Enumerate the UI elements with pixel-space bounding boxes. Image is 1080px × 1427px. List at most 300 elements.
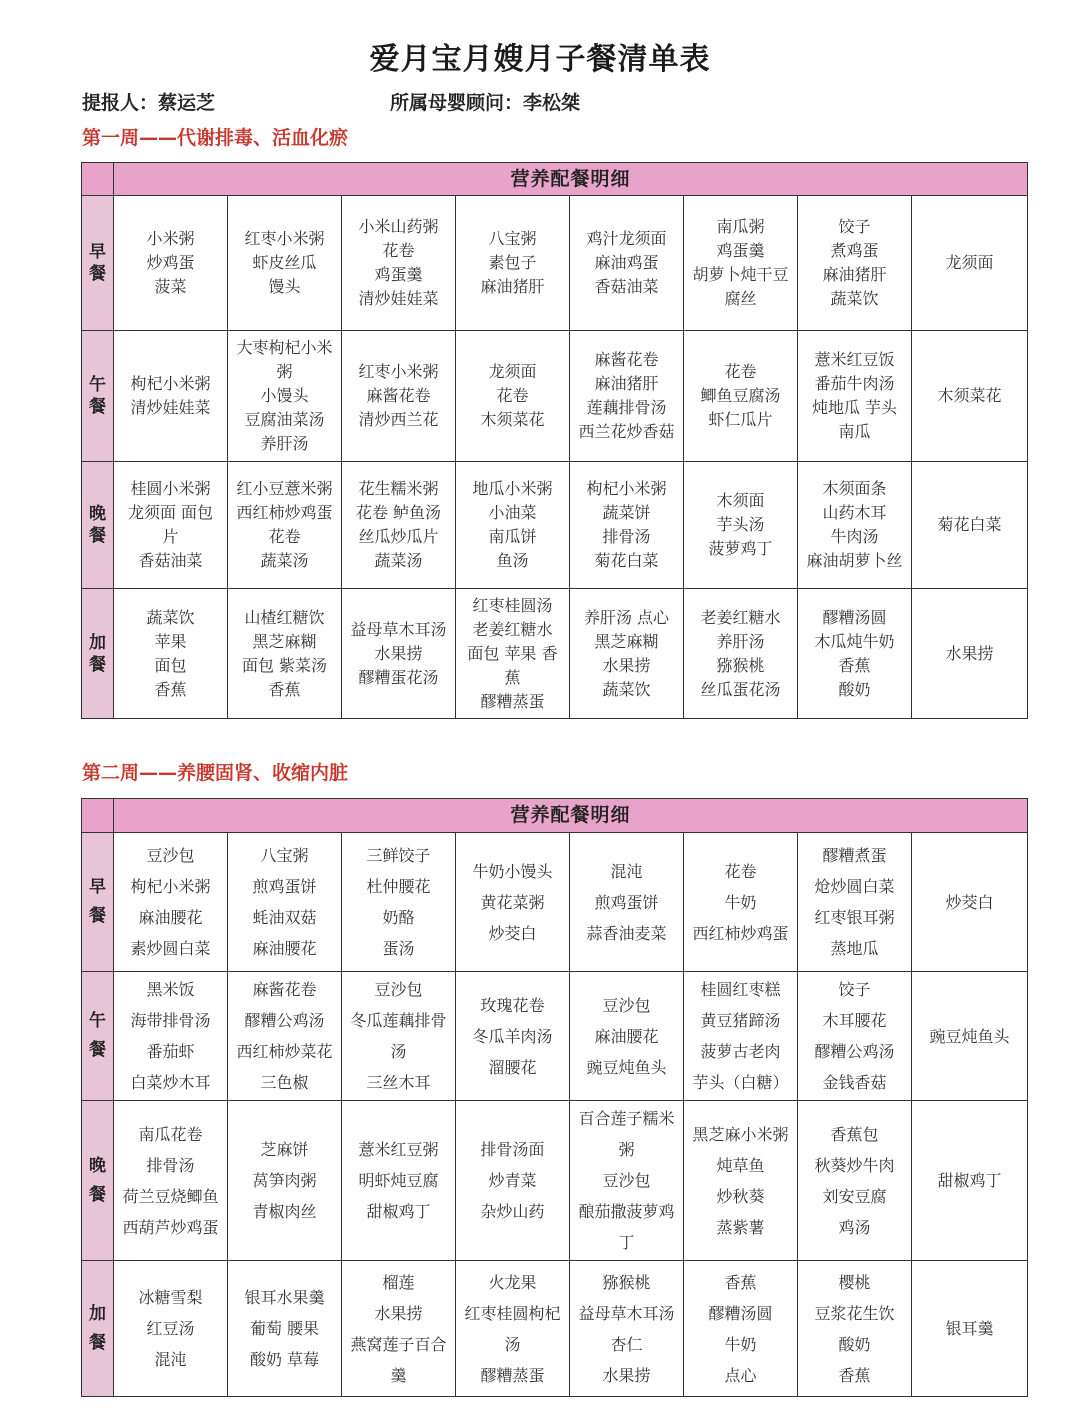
dish-item: 饺子	[838, 217, 871, 236]
dish-item: 鸡汤	[838, 1217, 871, 1237]
menu-cell	[456, 589, 570, 719]
dish-item: 香蕉	[838, 655, 871, 675]
menu-cell	[342, 1261, 456, 1397]
dish-item: 水果捞	[602, 1365, 651, 1385]
dish-item: 莴笋肉粥	[252, 1171, 317, 1190]
meal-label-snack	[82, 1261, 114, 1397]
menu-cell	[912, 1101, 1028, 1261]
dish-item: 醪糟蛋花汤	[358, 667, 439, 687]
menu-cell	[228, 972, 342, 1101]
table-header-row	[82, 163, 1028, 196]
dish-item: 龙须面	[945, 253, 994, 272]
dish-item: 木瓜炖牛奶	[814, 631, 895, 651]
consultant: 所属母婴顾问：李松桀	[390, 92, 581, 114]
dish-item: 水果捞	[602, 655, 651, 675]
dish-item: 酿茄撒菠萝鸡	[578, 1202, 675, 1221]
dish-item: 鸡蛋羹	[374, 265, 423, 284]
dish-item: 葡萄 腰果	[249, 1319, 320, 1338]
dish-item: 点心	[724, 1365, 757, 1385]
meal-label-char: 餐	[89, 1184, 106, 1205]
menu-cell	[570, 1101, 684, 1261]
menu-cell	[684, 1261, 798, 1397]
dish-item: 蛋汤	[382, 939, 415, 958]
meal-label-char: 早	[89, 877, 106, 897]
dish-item: 西红柿炒鸡蛋	[236, 503, 333, 522]
dish-item: 醪糟汤圆	[708, 1303, 773, 1323]
dish-item: 奶酪	[382, 908, 415, 927]
dish-item: 红枣银耳粥	[814, 908, 895, 927]
menu-cell	[684, 331, 798, 462]
dish-item: 麻油胡萝卜丝	[806, 551, 903, 570]
dish-item: 麻酱花卷	[366, 386, 431, 405]
dish-item: 麻油腰花	[138, 908, 203, 927]
menu-cell	[570, 972, 684, 1101]
menu-cell	[912, 972, 1028, 1101]
dish-item: 虾皮丝瓜	[252, 253, 317, 272]
menu-cell	[912, 1261, 1028, 1397]
menu-cell	[570, 196, 684, 331]
dish-item: 醪糟蒸蛋	[480, 1365, 545, 1385]
dish-item: 菠萝古老肉	[700, 1042, 781, 1061]
meal-label-char: 餐	[89, 264, 106, 284]
dish-item: 汤	[504, 1334, 521, 1354]
dish-item: 素炒圆白菜	[130, 939, 211, 958]
meal-row-lunch	[82, 972, 1028, 1101]
dish-item: 混沌	[154, 1350, 187, 1369]
dish-item: 益母草木耳汤	[350, 619, 447, 639]
dish-item: 冬瓜羊肉汤	[472, 1026, 553, 1046]
dish-item: 麻酱花卷	[252, 980, 317, 999]
dish-item: 薏米红豆粥	[358, 1140, 439, 1159]
dish-item: 菠萝鸡丁	[708, 539, 773, 558]
dish-item: 炒茭白	[488, 923, 537, 943]
dish-item: 南瓜花卷	[138, 1124, 203, 1144]
menu-cell	[570, 1261, 684, 1397]
menu-cell	[684, 1101, 798, 1261]
menu-cell	[912, 331, 1028, 462]
dish-item: 醪糟公鸡汤	[814, 1042, 895, 1061]
menu-cell	[456, 972, 570, 1101]
dish-item: 樱桃	[838, 1272, 871, 1292]
meal-label-char: 晚	[89, 504, 106, 524]
dish-item: 西红柿炒鸡蛋	[692, 923, 789, 943]
dish-item: 胡萝卜炖干豆	[692, 265, 789, 284]
dish-item: 煎鸡蛋饼	[594, 892, 659, 912]
dish-item: 香菇油菜	[138, 551, 203, 570]
dish-item: 红枣小米粥	[244, 229, 325, 248]
menu-cell	[456, 196, 570, 331]
dish-item: 香蕉	[268, 679, 301, 699]
meal-label-char: 餐	[89, 1332, 106, 1353]
menu-cell	[456, 331, 570, 462]
dish-item: 黑米饭	[146, 980, 195, 999]
dish-item: 麻油腰花	[252, 939, 317, 958]
menu-cell	[912, 589, 1028, 719]
week-1-heading: 第一周——代谢排毒、活血化瘀	[82, 127, 349, 149]
dish-item: 牛肉汤	[830, 527, 879, 546]
meal-label-char: 午	[89, 375, 106, 395]
dish-item: 面包	[154, 655, 187, 675]
dish-item: 炒鸡蛋	[146, 253, 195, 272]
dish-item: 丁	[618, 1233, 635, 1252]
menu-cell	[228, 1101, 342, 1261]
meal-row-lunch	[82, 331, 1028, 462]
dish-item: 鸡蛋羹	[716, 241, 765, 260]
menu-cell	[228, 331, 342, 462]
dish-item: 鱼汤	[496, 551, 529, 570]
dish-item: 西红柿炒菜花	[236, 1042, 333, 1061]
week-2-menu-table	[81, 798, 1028, 1397]
header-corner	[82, 163, 114, 196]
dish-item: 清炒娃娃菜	[358, 289, 439, 308]
page-title: 爱月宝月嫂月子餐清单表	[369, 42, 711, 77]
meal-label-char: 餐	[89, 906, 106, 926]
menu-cell	[912, 462, 1028, 589]
dish-item: 小米粥	[146, 229, 195, 248]
dish-item: 黑芝麻糊	[252, 631, 317, 651]
dish-item: 煎鸡蛋饼	[252, 877, 317, 896]
dish-item: 牛奶小馒头	[472, 861, 553, 881]
dish-item: 炝炒圆白菜	[814, 877, 895, 896]
meal-label-snack	[82, 589, 114, 719]
menu-cell	[228, 589, 342, 719]
meal-label-char: 餐	[89, 1040, 106, 1060]
dish-item: 银耳水果羹	[244, 1288, 325, 1307]
dish-item: 蚝油双菇	[252, 908, 317, 927]
table-header-row	[82, 799, 1028, 833]
dish-item: 蔬菜饮	[830, 289, 879, 308]
menu-cell	[342, 462, 456, 589]
dish-item: 醪糟汤圆	[822, 607, 887, 627]
dish-item: 炒秋葵	[716, 1186, 765, 1206]
dish-item: 醪糟煮蛋	[822, 846, 887, 865]
menu-cell	[114, 462, 228, 589]
menu-cell	[570, 462, 684, 589]
dish-item: 木须菜花	[937, 386, 1002, 405]
dish-item: 荷兰豆烧鲫鱼	[122, 1186, 219, 1206]
menu-cell	[684, 833, 798, 972]
dish-item: 豆沙包	[602, 1171, 651, 1190]
dish-item: 龙须面	[488, 362, 537, 381]
dish-item: 豌豆炖鱼头	[929, 1026, 1010, 1046]
dish-item: 粥	[618, 1140, 635, 1159]
menu-cell	[342, 1101, 456, 1261]
menu-cell	[684, 589, 798, 719]
dish-item: 面包 紫菜汤	[241, 655, 328, 675]
dish-item: 花卷	[724, 861, 757, 881]
dish-item: 养肝汤 点心	[583, 607, 670, 627]
dish-item: 虾仁瓜片	[708, 410, 773, 429]
menu-cell	[570, 589, 684, 719]
meal-label-breakfast	[82, 833, 114, 972]
dish-item: 蔬菜饮	[602, 679, 651, 699]
meal-label-char: 餐	[89, 654, 106, 675]
meal-row-breakfast	[82, 196, 1028, 331]
dish-item: 蒜香油麦菜	[586, 923, 667, 943]
dish-item: 山楂红糖饮	[244, 607, 325, 627]
dish-item: 排骨汤面	[480, 1140, 545, 1159]
dish-item: 豆浆花生饮	[814, 1303, 895, 1323]
menu-cell	[228, 462, 342, 589]
week-2-heading: 第二周——养腰固肾、收缩内脏	[82, 762, 349, 784]
dish-item: 三色椒	[260, 1073, 309, 1092]
dish-item: 清炒娃娃菜	[130, 398, 211, 417]
dish-item: 炒青菜	[488, 1171, 537, 1190]
dish-item: 菊花白菜	[937, 515, 1002, 534]
menu-cell	[798, 462, 912, 589]
dish-item: 西兰花炒香菇	[578, 422, 675, 441]
dish-item: 豌豆炖鱼头	[586, 1057, 667, 1077]
dish-item: 混沌	[610, 861, 643, 881]
dish-item: 花卷	[496, 386, 529, 405]
dish-item: 蕉	[504, 667, 521, 687]
dish-item: 花卷	[382, 241, 415, 260]
dish-item: 炖地瓜 芋头	[811, 398, 898, 417]
dish-item: 木须菜花	[480, 410, 545, 429]
dish-item: 金钱香菇	[822, 1073, 887, 1092]
dish-item: 老姜红糖水	[472, 619, 553, 639]
dish-item: 腐丝	[724, 289, 757, 308]
dish-item: 水果捞	[374, 1303, 423, 1323]
menu-cell	[798, 972, 912, 1101]
dish-item: 羹	[390, 1365, 407, 1385]
dish-item: 蒸紫薯	[716, 1217, 765, 1237]
dish-item: 燕窝莲子百合	[350, 1334, 447, 1354]
dish-item: 豆腐油菜汤	[244, 410, 325, 429]
meal-label-breakfast	[82, 196, 114, 331]
header-corner	[82, 799, 114, 833]
dish-item: 蔬菜饼	[602, 503, 651, 522]
dish-item: 木须面	[716, 491, 765, 510]
dish-item: 香蕉	[154, 679, 187, 699]
dish-item: 杏仁	[610, 1334, 643, 1354]
menu-cell	[456, 462, 570, 589]
dish-item: 牛奶	[724, 1334, 757, 1354]
dish-item: 素包子	[488, 253, 537, 272]
meal-label-char: 早	[89, 242, 106, 262]
dish-item: 香蕉	[724, 1272, 757, 1292]
menu-cell	[912, 196, 1028, 331]
dish-item: 粥	[276, 362, 293, 381]
menu-cell	[456, 833, 570, 972]
menu-cell	[114, 196, 228, 331]
dish-item: 花卷 鲈鱼汤	[355, 503, 442, 522]
dish-item: 西葫芦炒鸡蛋	[122, 1217, 219, 1237]
dish-item: 苹果	[154, 631, 187, 651]
dish-item: 煮鸡蛋	[830, 241, 879, 260]
dish-item: 枸杞小米粥	[130, 374, 211, 393]
dish-item: 片	[162, 527, 179, 546]
menu-cell	[798, 833, 912, 972]
menu-cell	[114, 331, 228, 462]
menu-cell	[570, 833, 684, 972]
dish-item: 红枣桂圆汤	[472, 595, 553, 615]
dish-item: 香菇油菜	[594, 277, 659, 296]
dish-item: 冬瓜莲藕排骨	[350, 1011, 447, 1030]
dish-item: 酸奶	[838, 679, 871, 699]
dish-item: 面包 苹果 香	[467, 643, 558, 663]
meal-label-char: 餐	[89, 397, 106, 417]
dish-item: 饺子	[838, 980, 871, 999]
dish-item: 麻油腰花	[594, 1026, 659, 1046]
meal-label-lunch	[82, 331, 114, 462]
dish-item: 桂圆红枣糕	[700, 980, 781, 999]
table-header: 营养配餐明细	[114, 799, 1028, 833]
dish-item: 酸奶 草莓	[249, 1350, 320, 1369]
dish-item: 山药木耳	[822, 503, 887, 522]
menu-cell	[228, 1261, 342, 1397]
dish-item: 南瓜	[838, 422, 871, 441]
dish-item: 蒸地瓜	[830, 939, 879, 958]
dish-item: 冰糖雪梨	[138, 1288, 203, 1307]
dish-item: 花卷	[724, 362, 757, 381]
dish-item: 莲藕排骨汤	[586, 398, 667, 417]
dish-item: 蔬菜饮	[146, 607, 195, 627]
dish-item: 红枣小米粥	[358, 362, 439, 381]
menu-cell	[456, 1261, 570, 1397]
dish-item: 麻酱花卷	[594, 350, 659, 369]
dish-item: 海带排骨汤	[130, 1011, 211, 1030]
dish-item: 杂炒山药	[480, 1202, 545, 1221]
dish-item: 清炒西兰花	[358, 410, 439, 429]
dish-item: 地瓜小米粥	[472, 479, 553, 498]
table-header: 营养配餐明细	[114, 163, 1028, 196]
menu-cell	[798, 589, 912, 719]
dish-item: 香蕉包	[830, 1124, 879, 1144]
dish-item: 木耳腰花	[822, 1011, 887, 1030]
dish-item: 木须面条	[822, 479, 887, 498]
menu-cell	[570, 331, 684, 462]
menu-cell	[228, 196, 342, 331]
dish-item: 南瓜饼	[488, 527, 537, 546]
dish-item: 芋头（白糖）	[692, 1073, 789, 1092]
dish-item: 麻油猪肝	[822, 265, 887, 284]
menu-cell	[114, 833, 228, 972]
dish-item: 番茄牛肉汤	[814, 374, 895, 393]
dish-item: 桂圆小米粥	[130, 479, 211, 498]
menu-cell	[114, 589, 228, 719]
dish-item: 养肝汤	[716, 631, 765, 651]
dish-item: 三丝木耳	[366, 1073, 431, 1092]
dish-item: 猕猴桃	[602, 1272, 651, 1292]
dish-item: 红小豆薏米粥	[236, 479, 333, 498]
menu-cell	[798, 1261, 912, 1397]
dish-item: 水果捞	[945, 643, 994, 663]
week-1-menu-table	[81, 162, 1028, 719]
dish-item: 小米山药粥	[358, 217, 439, 236]
dish-item: 南瓜粥	[716, 217, 765, 236]
dish-item: 百合莲子糯米	[578, 1109, 675, 1128]
dish-item: 豆沙包	[146, 846, 195, 865]
menu-cell	[798, 1101, 912, 1261]
dish-item: 蔬菜汤	[374, 551, 423, 570]
dish-item: 菠菜	[154, 277, 187, 296]
meal-label-char: 晚	[89, 1155, 106, 1176]
menu-cell	[912, 833, 1028, 972]
dish-item: 银耳羹	[945, 1319, 994, 1338]
dish-item: 汤	[390, 1042, 407, 1061]
meal-label-lunch	[82, 972, 114, 1101]
dish-item: 小油菜	[488, 503, 537, 522]
menu-cell	[342, 331, 456, 462]
dish-item: 鲫鱼豆腐汤	[700, 386, 781, 405]
dish-item: 麻油猪肝	[594, 374, 659, 393]
dish-item: 龙须面 面包	[127, 503, 214, 522]
dish-item: 芝麻饼	[260, 1140, 309, 1159]
dish-item: 醪糟蒸蛋	[480, 691, 545, 711]
dish-item: 枸杞小米粥	[130, 877, 211, 896]
meal-row-dinner	[82, 1101, 1028, 1261]
menu-cell	[798, 331, 912, 462]
dish-item: 黄豆猪蹄汤	[700, 1011, 781, 1030]
dish-item: 大枣枸杞小米	[236, 338, 333, 357]
meal-label-char: 餐	[89, 526, 106, 546]
menu-cell	[684, 462, 798, 589]
dish-item: 麻油鸡蛋	[594, 253, 659, 272]
dish-item: 番茄虾	[146, 1042, 195, 1061]
dish-item: 秋葵炒牛肉	[814, 1155, 895, 1175]
meal-row-snack	[82, 1261, 1028, 1397]
dish-item: 馒头	[268, 277, 301, 296]
dish-item: 酸奶	[838, 1334, 871, 1354]
dish-item: 小馒头	[260, 386, 309, 405]
dish-item: 青椒肉丝	[252, 1202, 317, 1221]
dish-item: 排骨汤	[602, 527, 651, 546]
dish-item: 薏米红豆饭	[814, 350, 895, 369]
dish-item: 红枣桂圆枸杞	[464, 1303, 561, 1323]
meal-label-char: 午	[89, 1011, 106, 1031]
dish-item: 养肝汤	[260, 434, 309, 453]
dish-item: 牛奶	[724, 892, 757, 912]
menu-cell	[114, 972, 228, 1101]
dish-item: 八宝粥	[260, 846, 309, 865]
dish-item: 鸡汁龙须面	[586, 229, 667, 248]
dish-item: 刘安豆腐	[822, 1186, 887, 1206]
dish-item: 芋头汤	[716, 515, 765, 534]
dish-item: 溜腰花	[488, 1057, 537, 1077]
menu-cell	[228, 833, 342, 972]
meal-label-char: 加	[89, 632, 106, 653]
meal-label-char: 加	[89, 1303, 106, 1324]
dish-item: 红豆汤	[146, 1319, 195, 1338]
dish-item: 黑芝麻糊	[594, 631, 659, 651]
dish-item: 黄花菜粥	[480, 892, 545, 912]
menu-cell	[798, 196, 912, 331]
dish-item: 麻油猪肝	[480, 277, 545, 296]
dish-item: 老姜红糖水	[700, 607, 781, 627]
meal-label-dinner	[82, 462, 114, 589]
dish-item: 火龙果	[488, 1272, 537, 1292]
reporter: 提报人：蔡运芝	[82, 92, 216, 114]
dish-item: 丝瓜炒瓜片	[358, 527, 439, 546]
menu-cell	[342, 972, 456, 1101]
dish-item: 益母草木耳汤	[578, 1303, 675, 1323]
dish-item: 炖草鱼	[716, 1155, 765, 1175]
menu-cell	[342, 196, 456, 331]
meal-row-snack	[82, 589, 1028, 719]
dish-item: 枸杞小米粥	[586, 479, 667, 498]
dish-item: 蔬菜汤	[260, 551, 309, 570]
dish-item: 炒茭白	[945, 892, 994, 912]
dish-item: 醪糟公鸡汤	[244, 1011, 325, 1030]
dish-item: 菊花白菜	[594, 551, 659, 570]
dish-item: 黑芝麻小米粥	[692, 1124, 789, 1144]
dish-item: 玫瑰花卷	[480, 995, 545, 1015]
meal-row-dinner	[82, 462, 1028, 589]
meal-row-breakfast	[82, 833, 1028, 972]
dish-item: 猕猴桃	[716, 655, 765, 675]
menu-cell	[342, 589, 456, 719]
